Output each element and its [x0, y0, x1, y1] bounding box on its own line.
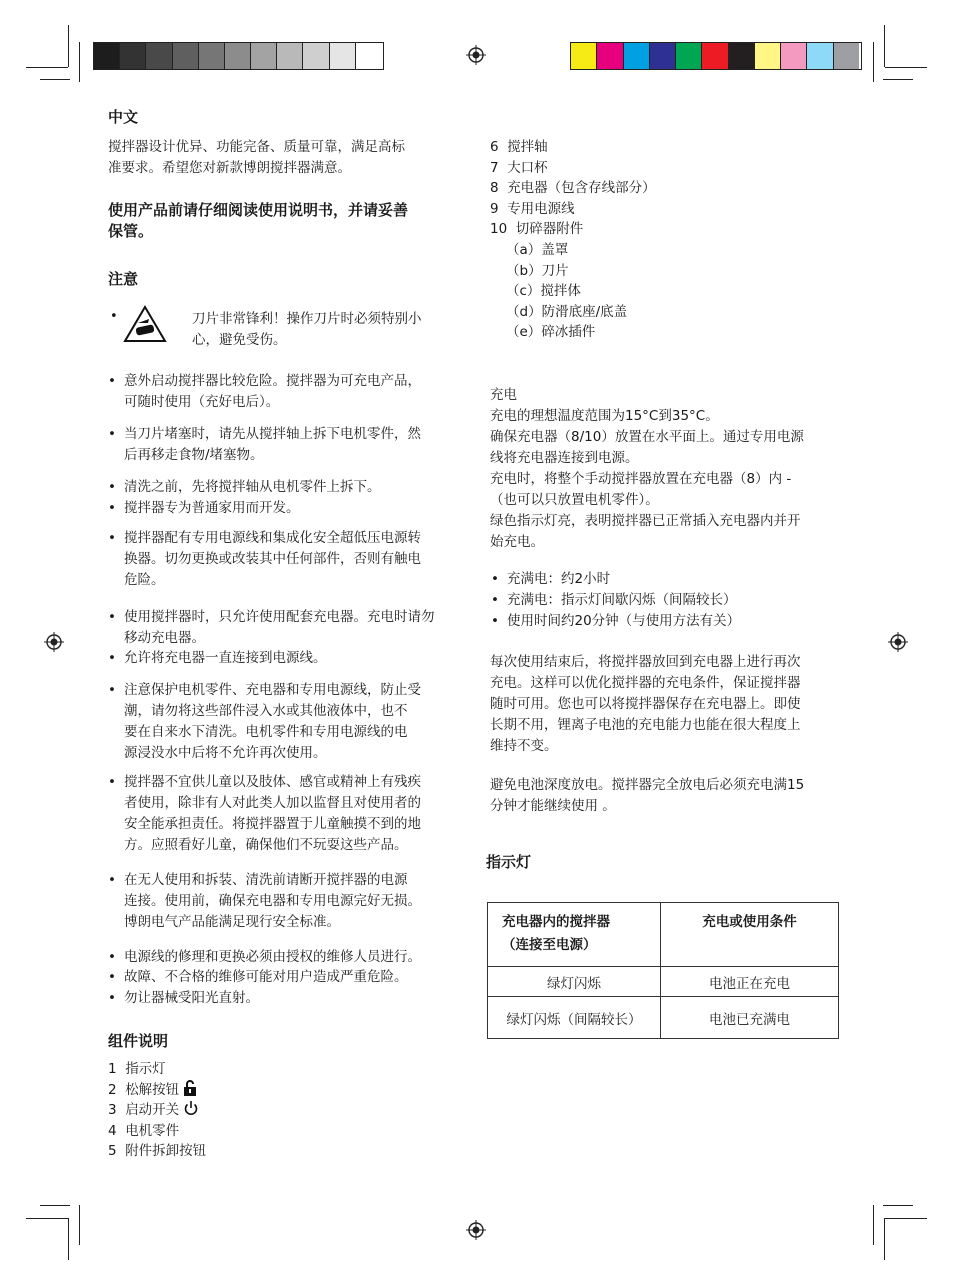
sub-component-item: （e）碎冰插件 [506, 324, 596, 340]
color-swatch [571, 43, 597, 69]
caution-item-line: 潮，请勿将这些部件浸入水或其他液体中，也不 [124, 703, 408, 719]
bullet-dot: • [110, 309, 118, 324]
gray-swatch [120, 43, 146, 69]
heading-caution: 注意 [108, 270, 139, 288]
charge-info-item: • 充满电：指示灯间歇闪烁（间隔较长） [491, 592, 737, 608]
color-swatch [781, 43, 807, 69]
registration-mark-icon [44, 632, 64, 652]
caution-item: • 当刀片堵塞时，请先从搅拌轴上拆下电机零件，然 后再移走食物/堵塞物。 [124, 424, 421, 466]
caution-item-line: 要在自来水下清洗。电机零件和专用电源线的电 [124, 724, 408, 740]
caution-item-line: 清洗之前，先将搅拌轴从电机零件上拆下。 [124, 479, 381, 495]
component-item: 10 切碎器附件 [490, 221, 584, 237]
caution-item-line: 在无人使用和拆装、清洗前请断开搅拌器的电源 [124, 872, 408, 888]
gray-swatch [146, 43, 172, 69]
caution-item-line: 搅拌器配有专用电源线和集成化安全超低压电源转 [124, 530, 421, 546]
charge-info-item: • 充满电：约2小时 [491, 571, 611, 587]
deep-discharge-paragraph: 避免电池深度放电。搅拌器完全放电后必须充电满15 分钟才能继续使用 。 [490, 777, 805, 814]
component-item: 7 大口杯 [490, 160, 548, 176]
caution-item-line: 源浸没水中后将不允许再次使用。 [124, 745, 327, 761]
caution-item: • 搅拌器专为普通家用而开发。 [124, 498, 300, 519]
power-icon [183, 1100, 199, 1116]
caution-item-line: 允许将充电器一直连接到电源线。 [124, 650, 327, 666]
read-first-notice: 使用产品前请仔细阅读使用说明书，并请妥善 保管。 [108, 201, 409, 240]
color-swatch [702, 43, 728, 69]
color-swatch-bar [570, 42, 862, 70]
component-item: 4 电机零件 [108, 1123, 180, 1139]
caution-item-line: 注意保护电机零件、充电器和专用电源线，防止受 [124, 682, 421, 698]
gray-swatch [251, 43, 277, 69]
color-swatch [807, 43, 833, 69]
blade-warning-text: 刀片非常锋利！操作刀片时必须特别小 心，避免受伤。 [192, 311, 422, 348]
table-header-row [488, 903, 839, 967]
charge-info-item: • 使用时间约20分钟（与使用方法有关） [491, 613, 741, 629]
caution-item-line: 搅拌器专为普通家用而开发。 [124, 500, 300, 516]
color-swatch [729, 43, 755, 69]
caution-item-line: 搅拌器不宜供儿童以及肢体、感官或精神上有残疾 [124, 774, 421, 790]
table-header-cell: 充电或使用条件 [661, 903, 839, 967]
caution-item-line: 使用搅拌器时，只允许使用配套充电器。充电时请勿 [124, 609, 435, 625]
table-row [488, 997, 839, 1039]
caution-item-line: 当刀片堵塞时，请先从搅拌轴上拆下电机零件，然 [124, 426, 421, 442]
caution-item: • 搅拌器配有专用电源线和集成化安全超低压电源转 换器。切勿更换或改装其中任何部件，否则有触电 危险。 [124, 528, 421, 591]
caution-item-line: 者使用，除非有人对此类人加以监督且对使用者的 [124, 795, 421, 811]
caution-item-line: 后再移走食物/堵塞物。 [124, 447, 264, 463]
color-swatch [624, 43, 650, 69]
component-item: 9 专用电源线 [490, 201, 575, 217]
indicator-table [487, 902, 839, 1039]
caution-item: • 故障、不合格的维修可能对用户造成严重危险。 [124, 967, 408, 988]
gray-swatch [303, 43, 329, 69]
intro-paragraph: 搅拌器设计优异、功能完备、质量可靠，满足高标 准要求。希望您对新款博朗搅拌器满意。 [108, 139, 405, 176]
unlock-icon [183, 1080, 197, 1096]
color-swatch [597, 43, 623, 69]
gray-swatch [94, 43, 120, 69]
caution-item-line: 可随时使用（充好电后）。 [124, 394, 280, 410]
component-item: 2 松解按钮 [108, 1080, 197, 1101]
gray-swatch [225, 43, 251, 69]
registration-mark-icon [888, 632, 908, 652]
charging-title: 充电 [490, 387, 517, 403]
caution-item-line: 勿让器械受阳光直射。 [124, 990, 259, 1006]
table-cell: 绿灯闪烁（间隔较长） [488, 997, 661, 1039]
caution-item: • 电源线的修理和更换必须由授权的维修人员进行。 [124, 947, 421, 968]
table-cell: 电池正在充电 [661, 967, 839, 997]
component-item: 6 搅拌轴 [490, 139, 548, 155]
sub-component-item: （a）盖罩 [506, 242, 569, 258]
after-use-paragraph: 每次使用结束后，将搅拌器放回到充电器上进行再次 充电。这样可以优化搅拌器的充电条件，保证搅拌器 随时可用。您也可以将搅拌器保存在充电器上。即使 长期不用，锂离子电池的充电能力也能在很大程度上 维持不变。 [490, 654, 801, 754]
caution-item: • 清洗之前，先将搅拌轴从电机零件上拆下。 [124, 477, 381, 498]
caution-item-line: 安全能承担责任。将搅拌器置于儿童触摸不到的地 [124, 816, 421, 832]
heading-indicator: 指示灯 [486, 853, 532, 871]
color-swatch [650, 43, 676, 69]
caution-item-line: 方。应照看好儿童，确保他们不玩耍这些产品。 [124, 837, 408, 853]
gray-swatch [330, 43, 356, 69]
grayscale-swatch-bar [93, 42, 384, 70]
caution-item-line: 电源线的修理和更换必须由授权的维修人员进行。 [124, 949, 421, 965]
caution-item: • 搅拌器不宜供儿童以及肢体、感官或精神上有残疾 者使用，除非有人对此类人加以监督且对使用者的 安全能承担责任。将搅拌器置于儿童触摸不到的地 方。应照看好儿童，确保他们不玩耍这些产品。 [124, 772, 421, 856]
heading-chinese: 中文 [108, 108, 139, 126]
gray-swatch [356, 43, 381, 69]
gray-swatch [277, 43, 303, 69]
caution-item: • 注意保护电机零件、充电器和专用电源线，防止受 潮，请勿将这些部件浸入水或其他液体中，也不 要在自来水下清洗。电机零件和专用电源线的电 源浸没水中后将不允许再次使用。 [124, 680, 421, 764]
table-row [488, 967, 839, 997]
caution-item-line: 危险。 [124, 572, 165, 588]
table-cell: 电池已充满电 [661, 997, 839, 1039]
component-item: 1 指示灯 [108, 1061, 166, 1077]
table-header-cell: 充电器内的搅拌器 （连接至电源） [488, 903, 661, 967]
caution-item-line: 移动充电器。 [124, 630, 205, 646]
caution-item: • 在无人使用和拆装、清洗前请断开搅拌器的电源 连接。使用前，确保充电器和专用电源完好无损。 博朗电气产品能满足现行安全标准。 [124, 870, 421, 933]
gray-swatch [199, 43, 225, 69]
component-item: 3 启动开关 [108, 1100, 199, 1121]
registration-mark-icon [466, 45, 486, 65]
caution-item-line: 换器。切勿更换或改装其中任何部件，否则有触电 [124, 551, 421, 567]
caution-item-line: 意外启动搅拌器比较危险。搅拌器为可充电产品， [124, 373, 421, 389]
color-swatch [676, 43, 702, 69]
sharp-blade-warning-icon [123, 305, 167, 343]
color-swatch [834, 43, 859, 69]
charging-section: 充电 充电的理想温度范围为15°C到35°C。 确保充电器（8/10）放置在水平面上。通过专用电源 线将充电器连接到电源。 充电时，将整个手动搅拌器放置在充电器（8）内 - （也可以只放置电机零件）。 绿色指示灯亮，表明搅拌器已正常插入充电器内并开 始充电。 [490, 387, 804, 550]
gray-swatch [173, 43, 199, 69]
color-swatch [755, 43, 781, 69]
component-item: 8 充电器（包含存线部分） [490, 180, 656, 196]
caution-item-line: 博朗电气产品能满足现行安全标准。 [124, 914, 340, 930]
sub-component-item: （d）防滑底座/底盖 [506, 304, 628, 320]
registration-mark-icon [466, 1220, 486, 1240]
heading-components: 组件说明 [108, 1032, 169, 1050]
caution-item-line: 连接。使用前，确保充电器和专用电源完好无损。 [124, 893, 421, 909]
sub-component-item: （c）搅拌体 [506, 283, 581, 299]
sub-component-item: （b）刀片 [506, 263, 569, 279]
caution-item: • 勿让器械受阳光直射。 [124, 988, 259, 1009]
caution-item: • 使用搅拌器时，只允许使用配套充电器。充电时请勿 移动充电器。 [124, 607, 435, 649]
caution-item: • 允许将充电器一直连接到电源线。 [124, 648, 327, 669]
table-cell: 绿灯闪烁 [488, 967, 661, 997]
component-item: 5 附件拆卸按钮 [108, 1143, 207, 1159]
caution-item: • 意外启动搅拌器比较危险。搅拌器为可充电产品， 可随时使用（充好电后）。 [124, 371, 421, 413]
caution-item-line: 故障、不合格的维修可能对用户造成严重危险。 [124, 969, 408, 985]
